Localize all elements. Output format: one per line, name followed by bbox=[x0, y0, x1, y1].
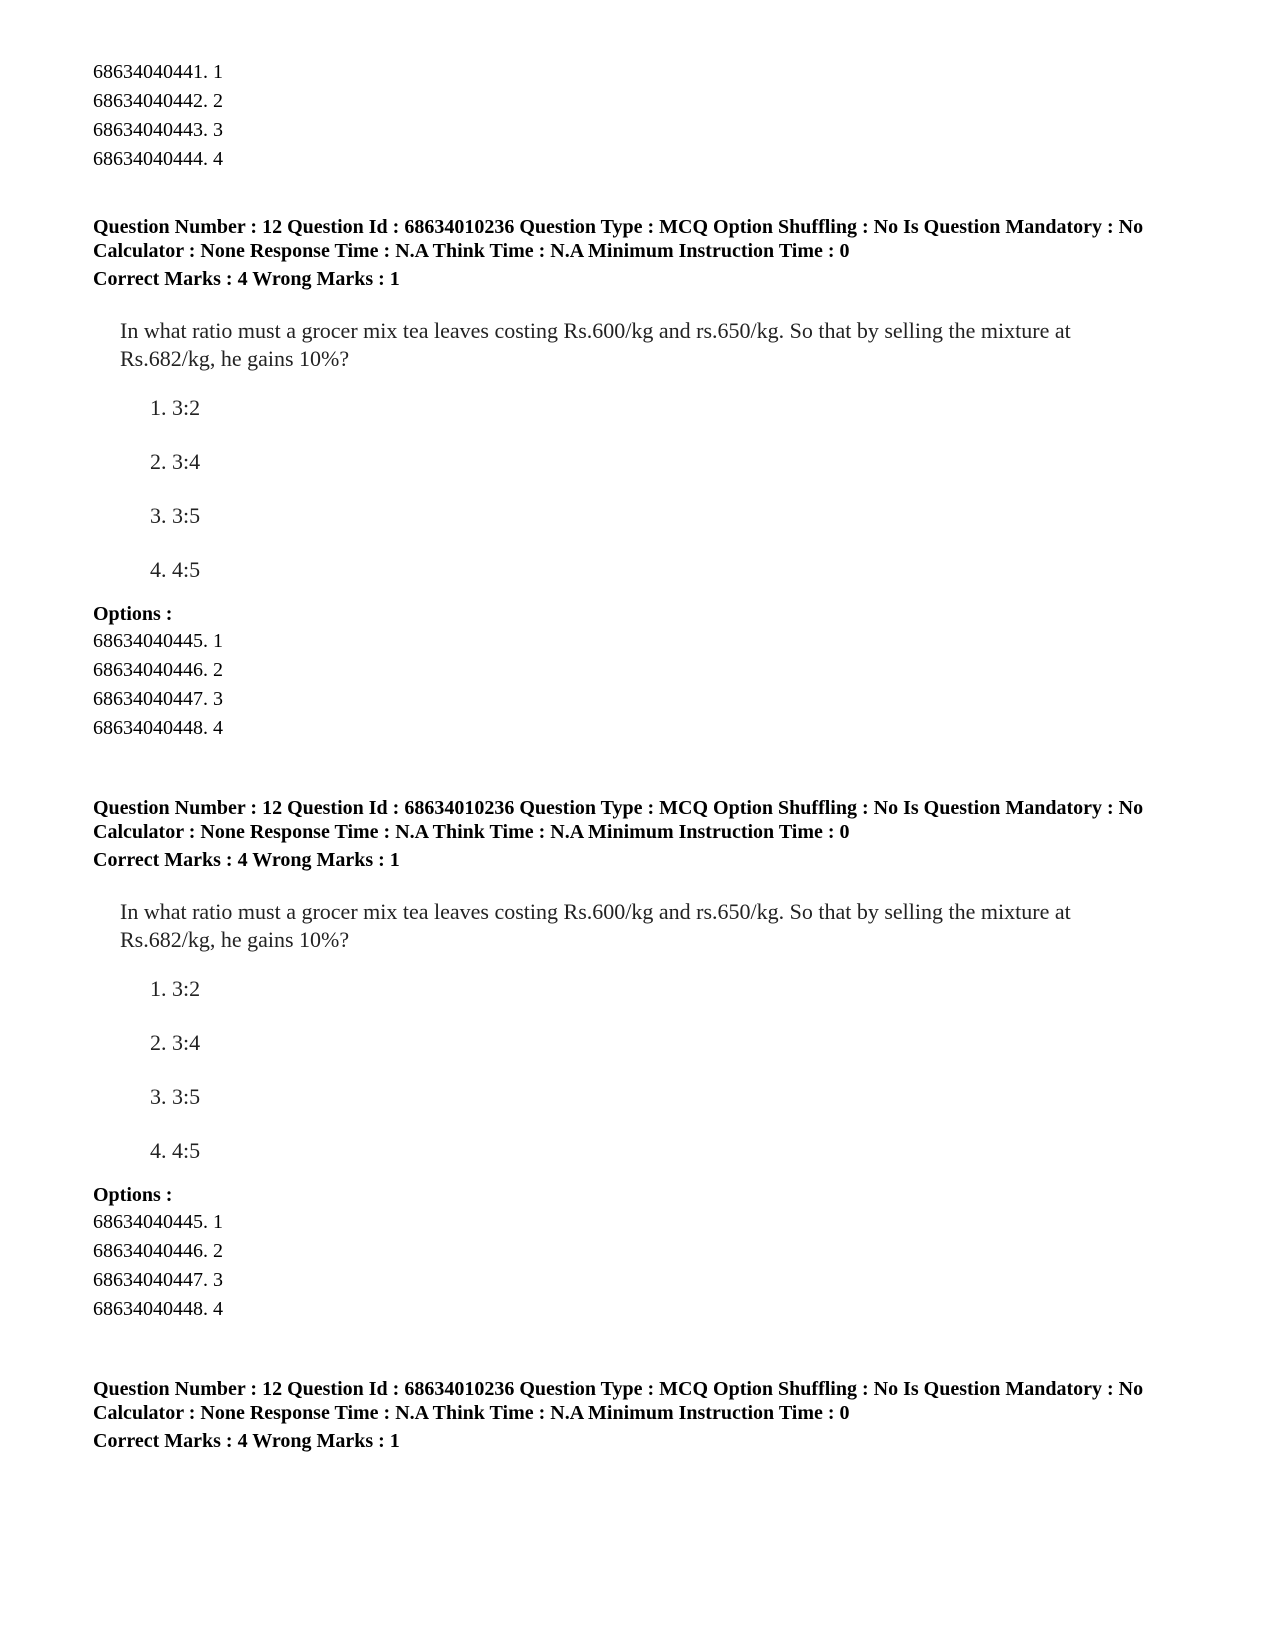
options-title: Options : bbox=[93, 603, 173, 625]
marks-line: Correct Marks : 4 Wrong Marks : 1 bbox=[93, 1430, 400, 1452]
options-list bbox=[93, 1208, 1193, 1324]
option-line: 68634040445. 1 bbox=[93, 630, 223, 652]
marks-line: Correct Marks : 4 Wrong Marks : 1 bbox=[93, 268, 400, 290]
question-block bbox=[93, 796, 1193, 1324]
question-block bbox=[93, 215, 1193, 743]
option-line: 68634040448. 4 bbox=[93, 717, 223, 739]
answer-choice: 1. 3:2 bbox=[150, 976, 201, 1001]
options-title: Options : bbox=[93, 1184, 173, 1206]
answer-choice: 3. 3:5 bbox=[150, 503, 201, 528]
option-line: 68634040445. 1 bbox=[93, 1211, 223, 1233]
option-line: 68634040448. 4 bbox=[93, 1298, 223, 1320]
answer-choice: 2. 3:4 bbox=[150, 1030, 201, 1055]
question-text: In what ratio must a grocer mix tea leaves costing Rs.600/kg and rs.650/kg. So that by selling the mixture at Rs.682/kg, he gains 10%? bbox=[120, 318, 1071, 371]
option-line: 68634040443. 3 bbox=[93, 119, 223, 141]
option-line: 68634040444. 4 bbox=[93, 148, 223, 170]
marks-line: Correct Marks : 4 Wrong Marks : 1 bbox=[93, 849, 400, 871]
option-line: 68634040446. 2 bbox=[93, 659, 223, 681]
question-block bbox=[93, 1377, 1193, 1453]
option-line: 68634040446. 2 bbox=[93, 1240, 223, 1262]
option-line: 68634040442. 2 bbox=[93, 90, 223, 112]
answer-choices bbox=[150, 393, 1193, 585]
question-header: Question Number : 12 Question Id : 68634010236 Question Type : MCQ Option Shuffling : No Is Question Mandatory : No Calculator : None Response Time : N.A Think Time : N.A Minimum Instruction Time : 0 bbox=[93, 797, 1144, 843]
option-line: 68634040447. 3 bbox=[93, 688, 223, 710]
answer-choice: 4. 4:5 bbox=[150, 557, 201, 582]
answer-choice: 1. 3:2 bbox=[150, 395, 201, 420]
question-header: Question Number : 12 Question Id : 68634010236 Question Type : MCQ Option Shuffling : No Is Question Mandatory : No Calculator : None Response Time : N.A Think Time : N.A Minimum Instruction Time : 0 bbox=[93, 1378, 1144, 1424]
question-header: Question Number : 12 Question Id : 68634010236 Question Type : MCQ Option Shuffling : No Is Question Mandatory : No Calculator : None Response Time : N.A Think Time : N.A Minimum Instruction Time : 0 bbox=[93, 216, 1144, 262]
question-text: In what ratio must a grocer mix tea leaves costing Rs.600/kg and rs.650/kg. So that by selling the mixture at Rs.682/kg, he gains 10%? bbox=[120, 899, 1071, 952]
answer-choice: 2. 3:4 bbox=[150, 449, 201, 474]
answer-choices bbox=[150, 974, 1193, 1166]
options-list bbox=[93, 627, 1193, 743]
option-line: 68634040447. 3 bbox=[93, 1269, 223, 1291]
answer-choice: 3. 3:5 bbox=[150, 1084, 201, 1109]
top-options-list bbox=[93, 58, 1193, 174]
answer-choice: 4. 4:5 bbox=[150, 1138, 201, 1163]
option-line: 68634040441. 1 bbox=[93, 61, 223, 83]
